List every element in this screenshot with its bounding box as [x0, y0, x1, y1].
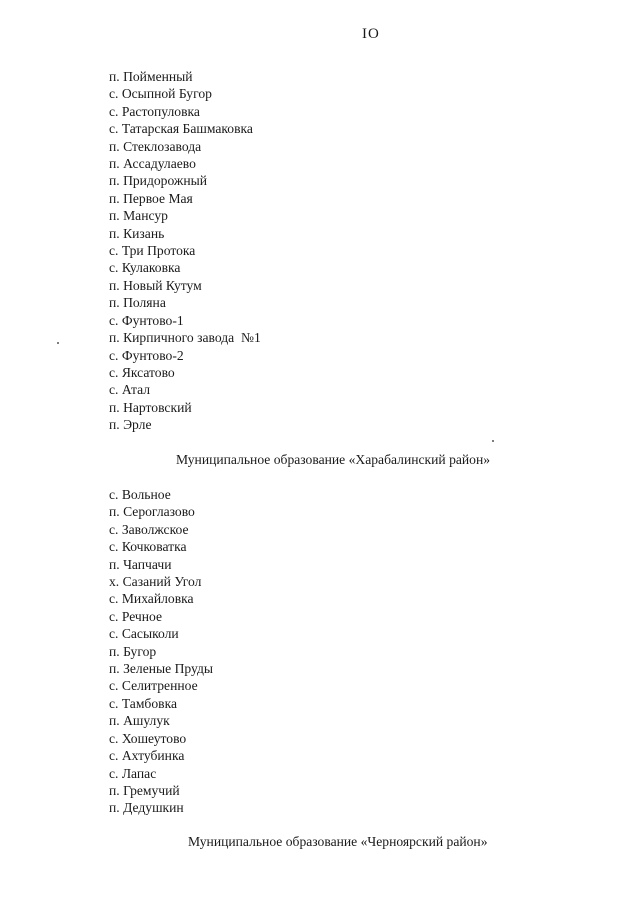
section-heading-kharabalinsky: Муниципальное образование «Харабалинский район»	[176, 452, 491, 467]
settlement-list-1	[109, 68, 261, 434]
settlement-item: с. Три Протока	[109, 243, 196, 259]
settlement-item: с. Тамбовка	[109, 695, 177, 711]
section-heading-chernoyarsky: Муниципальное образование «Черноярский район»	[188, 834, 488, 849]
settlement-item: с. Вольное	[109, 487, 171, 502]
settlement-item: п. Ашулук	[109, 713, 170, 729]
settlement-item: с. Лапас	[109, 765, 157, 781]
settlement-item: х. Сазаний Угол	[109, 574, 202, 590]
settlement-item: п. Зеленые Пруды	[109, 661, 213, 677]
settlement-item: п. Придорожный	[109, 173, 208, 189]
settlement-item: п. Кирпичного завода №1	[109, 330, 261, 346]
settlement-item: с. Растопуловка	[109, 103, 200, 119]
settlement-item: п. Эрле	[109, 417, 152, 433]
settlement-item: с. Кулаковка	[109, 260, 181, 276]
settlement-item: п. Пойменный	[109, 69, 193, 84]
settlement-item: п. Поляна	[109, 295, 166, 311]
settlement-item: с. Сасыколи	[109, 626, 179, 642]
settlement-item: с. Татарская Башмаковка	[109, 121, 253, 137]
settlement-item: с. Фунтово-1	[109, 312, 184, 328]
settlement-item: с. Яксатово	[109, 364, 175, 380]
settlement-item: с. Михайловка	[109, 591, 194, 607]
settlement-item: п. Дедушкин	[109, 800, 184, 816]
settlement-item: с. Заволжское	[109, 521, 189, 537]
settlement-item: с. Селитренное	[109, 678, 198, 694]
settlement-item: п. Кизань	[109, 225, 165, 241]
settlement-list-2	[109, 486, 213, 817]
settlement-item: п. Стеклозавода	[109, 138, 202, 154]
settlement-item: с. Хошеутово	[109, 730, 187, 746]
settlement-item: п. Ассадулаево	[109, 156, 196, 172]
settlement-item: с. Речное	[109, 608, 163, 624]
settlement-item: п. Чапчачи	[109, 556, 172, 572]
settlement-item: п. Бугор	[109, 643, 157, 659]
settlement-item: п. Новый Кутум	[109, 277, 202, 293]
scan-speck	[57, 342, 59, 344]
page-number: IO	[362, 26, 380, 42]
settlement-item: с. Осыпной Бугор	[109, 86, 212, 102]
settlement-item: п. Гремучий	[109, 782, 180, 798]
settlement-item: с. Атал	[109, 382, 151, 398]
settlement-item: п. Нартовский	[109, 399, 192, 415]
scan-speck	[492, 440, 494, 442]
settlement-item: п. Мансур	[109, 208, 168, 224]
settlement-item: с. Ахтубинка	[109, 748, 185, 764]
settlement-item: п. Первое Мая	[109, 190, 193, 206]
settlement-item: п. Сероглазово	[109, 504, 195, 520]
settlement-item: с. Кочковатка	[109, 539, 187, 555]
settlement-item: с. Фунтово-2	[109, 347, 184, 363]
